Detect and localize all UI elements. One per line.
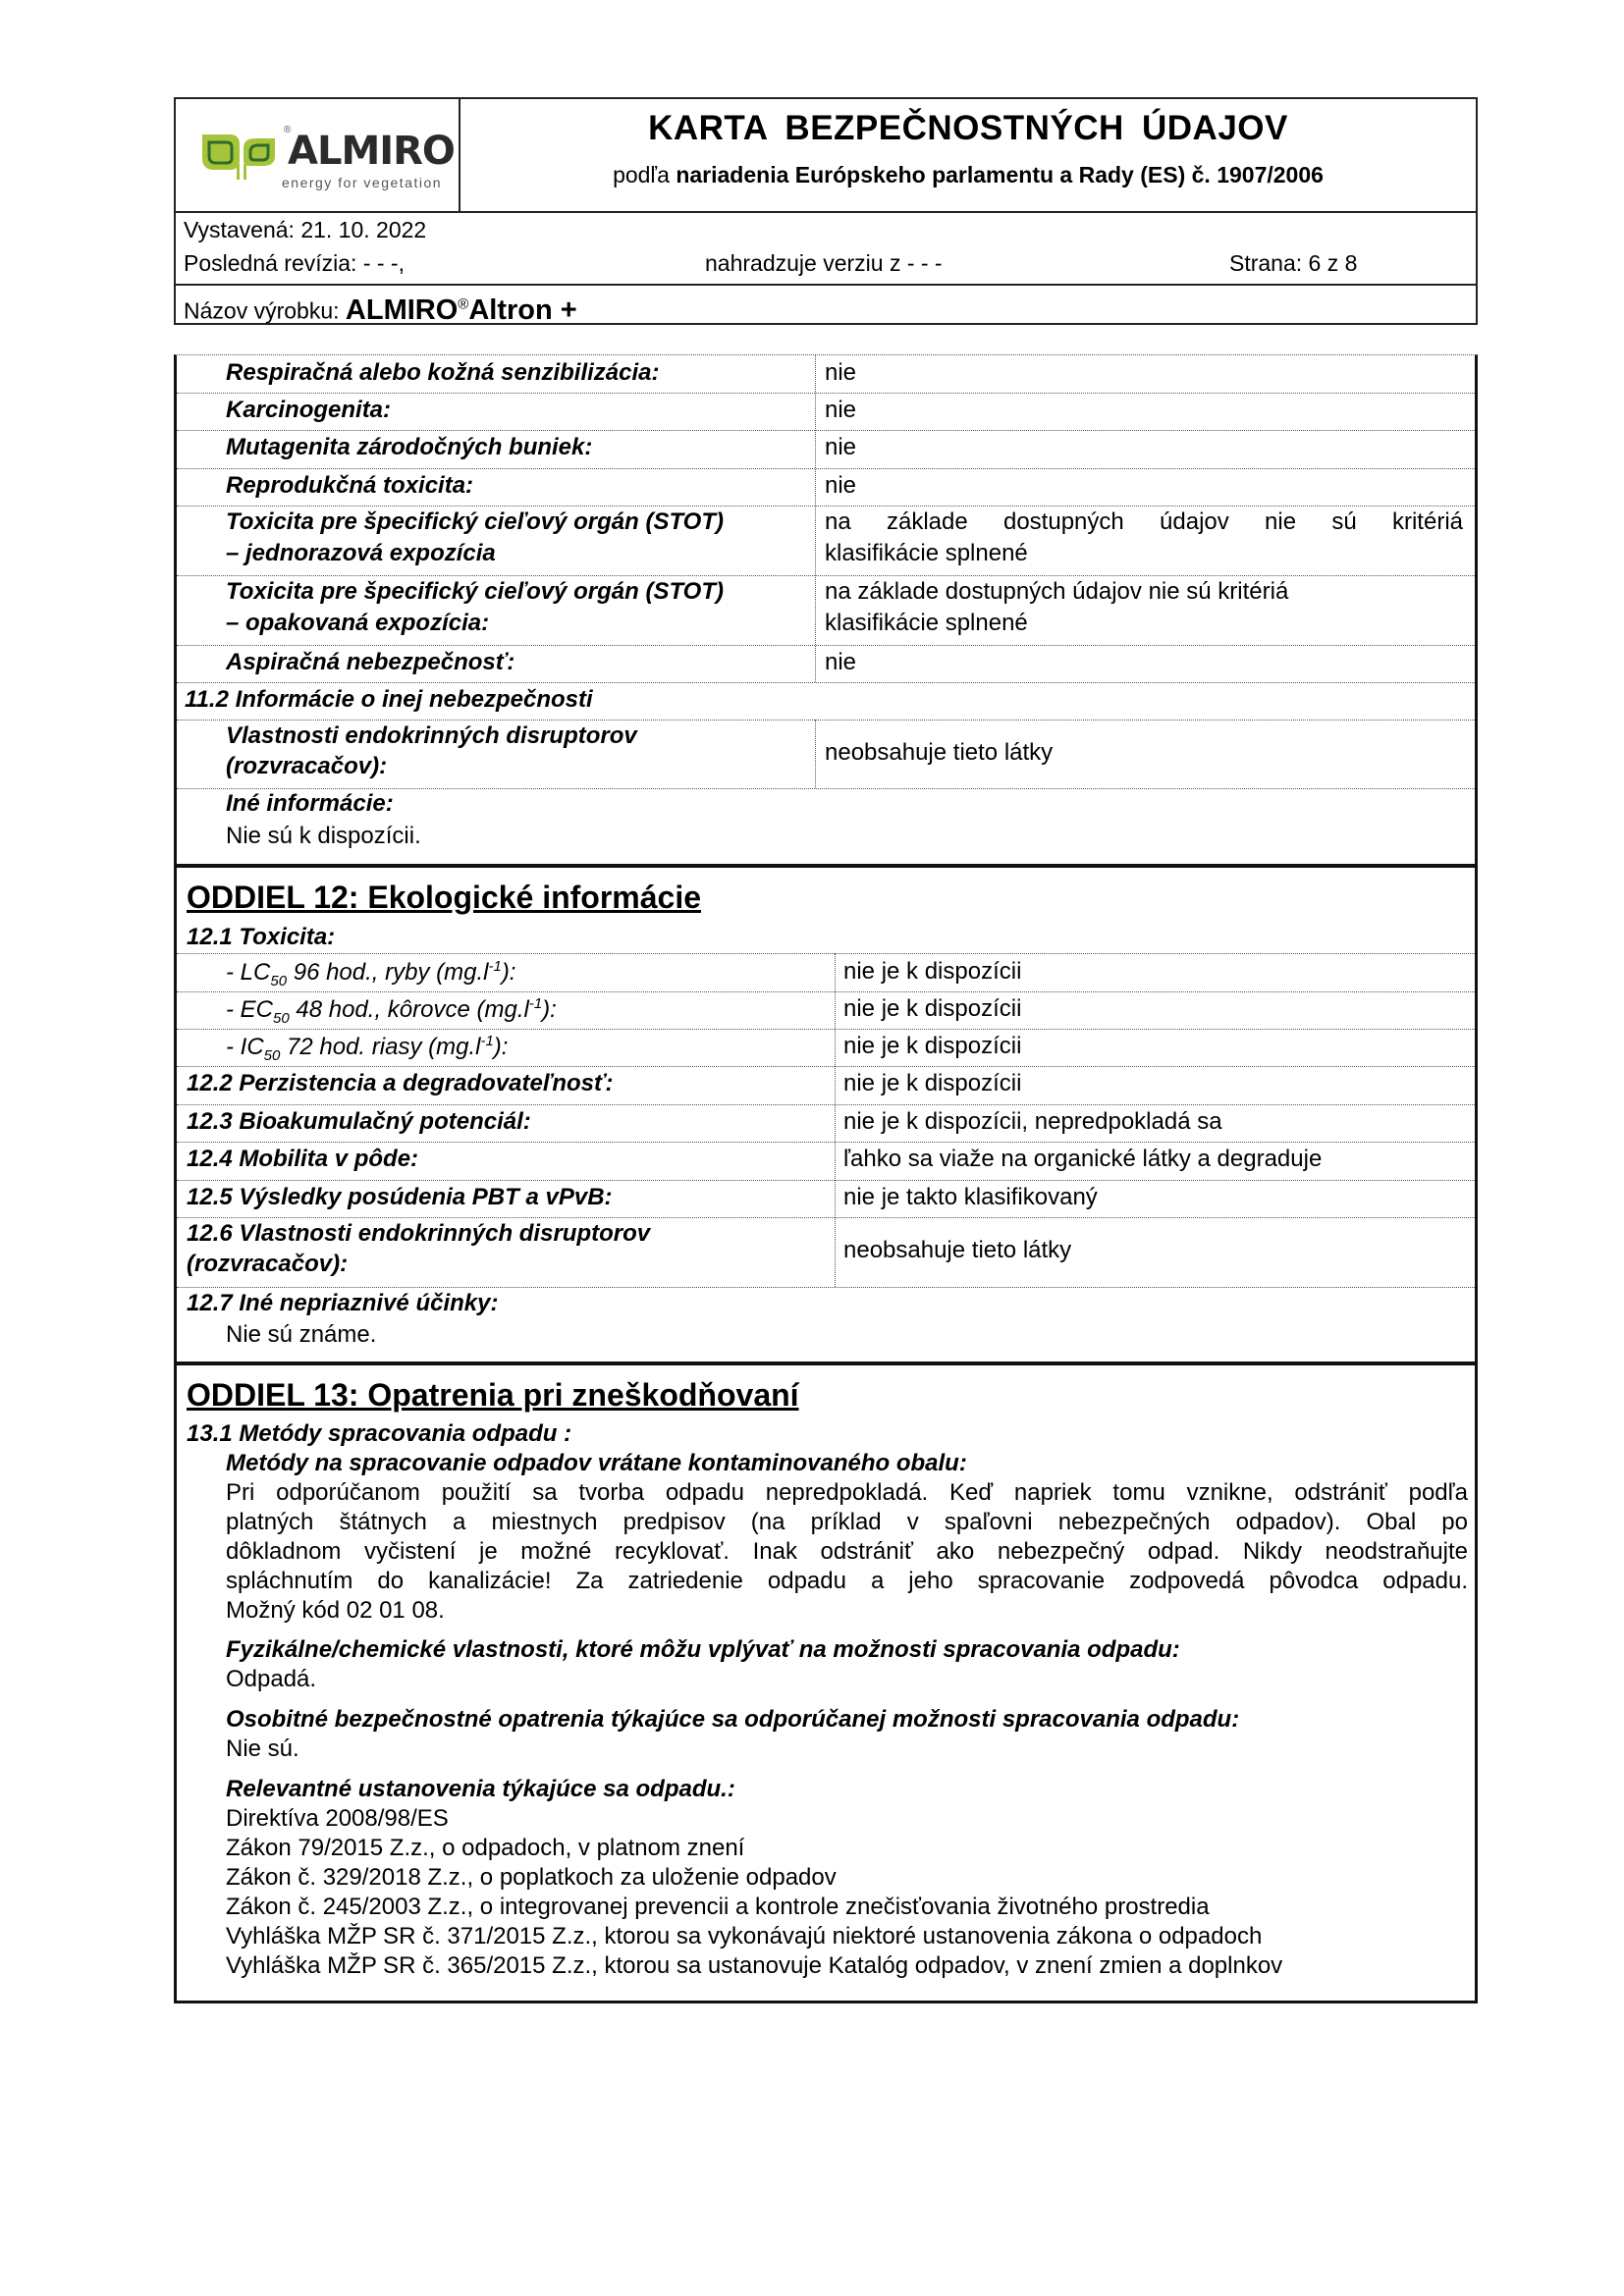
label-end: ): — [501, 959, 516, 986]
row-label-cont: – opakovaná expozícia: — [226, 610, 490, 636]
row-value: nie je k dispozícii, nepredpokladá sa — [843, 1108, 1222, 1135]
table-row — [177, 355, 1475, 394]
product-label: Názov výrobku: — [184, 297, 346, 324]
label-rest: 72 hod. riasy (mg.l — [280, 1034, 481, 1060]
row-value: na základe dostupných údajov nie sú kritériá — [825, 578, 1289, 605]
methods-line: Možný kód 02 01 08. — [226, 1597, 445, 1624]
relevant-provisions-label: Relevantné ustanovenia týkajúce sa odpadu.: — [226, 1776, 735, 1802]
product-name-row — [176, 286, 1476, 326]
document-header — [174, 97, 1478, 325]
table-row — [177, 1180, 1475, 1218]
row-label: Aspiračná nebezpečnosť: — [226, 649, 515, 675]
label-sub: 50 — [270, 972, 288, 989]
methods-line: spláchnutím do kanalizácie! Za zatriedenie odpadu a jeho spracovanie zodpovedá pôvodca odpadu. — [226, 1568, 1468, 1594]
row-label: Toxicita pre špecifický cieľový orgán (STOT) — [226, 578, 724, 605]
special-precautions-value: Nie sú. — [226, 1735, 299, 1762]
table-row — [177, 1104, 1475, 1143]
row-label: Toxicita pre špecifický cieľový orgán (STOT) — [226, 508, 724, 535]
other-info-label: Iné informácie: — [226, 790, 394, 817]
table-row — [177, 393, 1475, 431]
row-label: 12.4 Mobilita v pôde: — [187, 1146, 419, 1172]
label-prefix: - — [226, 1034, 241, 1060]
section-12-heading: ODDIEL 12: Ekologické informácie — [187, 880, 702, 915]
table-row — [177, 1066, 1475, 1105]
row-label: 12.2 Perzistencia a degradovateľnosť: — [187, 1070, 614, 1096]
row-label: Reprodukčná toxicita: — [226, 472, 474, 499]
table-row — [177, 991, 1475, 1030]
table-row — [177, 953, 1475, 992]
table-row — [177, 1217, 1475, 1288]
table-row — [177, 1142, 1475, 1181]
row-label — [226, 1033, 508, 1064]
relevant-provision: Zákon č. 245/2003 Z.z., o integrovanej prevencii a kontrole znečisťovania životného prostredia — [226, 1894, 1210, 1920]
label-abbr: EC — [240, 996, 274, 1023]
section-13-heading: ODDIEL 13: Opatrenia pri zneškodňovaní — [187, 1377, 799, 1413]
subsection-12-7-value: Nie sú známe. — [226, 1321, 377, 1348]
document-meta — [176, 213, 1476, 286]
subsection-12-7: 12.7 Iné nepriaznivé účinky: — [187, 1290, 499, 1316]
table-row — [177, 645, 1475, 683]
table-row — [177, 575, 1475, 646]
row-value: nie je k dispozícii — [843, 1033, 1022, 1059]
relevant-provision: Vyhláška MŽP SR č. 365/2015 Z.z., ktorou sa ustanovuje Katalóg odpadov, v znení zmien a doplnkov — [226, 1952, 1283, 1979]
row-label: Vlastnosti endokrinných disruptorov — [226, 722, 637, 749]
label-end: ): — [493, 1034, 509, 1060]
row-value: nie — [825, 397, 857, 423]
other-info-value: Nie sú k dispozícii. — [226, 823, 421, 849]
section-divider — [177, 1362, 1475, 1365]
document-body — [174, 354, 1478, 2003]
row-value: neobsahuje tieto látky — [843, 1237, 1072, 1263]
row-value: nie je k dispozícii — [843, 958, 1022, 985]
row-label — [226, 995, 557, 1027]
product-registered-mark: ® — [458, 295, 469, 312]
row-value-cont: klasifikácie splnené — [825, 540, 1028, 566]
relevant-provision: Zákon č. 329/2018 Z.z., o poplatkoch za uloženie odpadov — [226, 1864, 837, 1891]
label-sup: -1 — [488, 958, 502, 975]
row-label: 12.3 Bioakumulačný potenciál: — [187, 1108, 531, 1135]
logo-wordmark: ALMIRO — [288, 129, 455, 174]
relevant-provision: Vyhláška MŽP SR č. 371/2015 Z.z., ktorou sa vykonávajú niektoré ustanovenia zákona o odpadoch — [226, 1923, 1263, 1949]
row-label-cont: (rozvracačov): — [187, 1251, 349, 1277]
product-name-brand: ALMIRO — [345, 294, 459, 326]
last-revision: Posledná revízia: - - -, — [184, 250, 405, 276]
logo-tagline: energy for vegetation — [282, 175, 443, 190]
relevant-provision: Zákon 79/2015 Z.z., o odpadoch, v platnom znení — [226, 1835, 745, 1861]
row-label-cont: – jednorazová expozícia — [226, 540, 496, 566]
issued-date: Vystavená: 21. 10. 2022 — [184, 217, 427, 242]
relevant-provision: Direktíva 2008/98/ES — [226, 1805, 449, 1832]
column-divider — [815, 355, 816, 682]
document-title: KARTA BEZPEČNOSTNÝCH ÚDAJOV — [648, 109, 1288, 147]
leaf-logo-icon — [200, 127, 279, 182]
row-value: nie — [825, 359, 857, 386]
special-precautions-label: Osobitné bezpečnostné opatrenia týkajúce sa odporúčanej možnosti spracovania odpadu: — [226, 1706, 1240, 1733]
row-value: ľahko sa viaže na organické látky a degraduje — [843, 1146, 1323, 1172]
row-value: nie — [825, 434, 857, 460]
subsection-12-1: 12.1 Toxicita: — [187, 924, 336, 950]
row-value-cont: klasifikácie splnené — [825, 610, 1028, 636]
row-label: Karcinogenita: — [226, 397, 392, 423]
label-sup: -1 — [528, 995, 543, 1012]
subtitle-prefix: podľa — [613, 162, 677, 187]
table-row — [177, 430, 1475, 469]
document-subtitle — [460, 162, 1476, 188]
label-prefix: - — [226, 996, 241, 1023]
row-label: 12.5 Výsledky posúdenia PBT a vPvB: — [187, 1184, 613, 1210]
row-value: nie je k dispozícii — [843, 995, 1022, 1022]
row-value: nie — [825, 472, 857, 499]
row-label-cont: (rozvracačov): — [226, 753, 388, 779]
table-row — [177, 720, 1475, 789]
product-name-model: Altron + — [468, 294, 577, 326]
methods-line: Pri odporúčanom použití sa tvorba odpadu nepredpokladá. Keď napriek tomu vznikne, odstrániť podľa — [226, 1479, 1468, 1506]
label-abbr: IC — [240, 1034, 264, 1060]
row-label: Mutagenita zárodočných buniek: — [226, 434, 593, 460]
row-value: nie — [825, 649, 857, 675]
label-sup: -1 — [480, 1033, 494, 1049]
physchem-label: Fyzikálne/chemické vlastnosti, ktoré môžu vplývať na možnosti spracovania odpadu: — [226, 1636, 1180, 1663]
section-divider — [177, 864, 1475, 868]
table-row — [177, 468, 1475, 507]
page-number: Strana: 6 z 8 — [1229, 250, 1358, 276]
subsection-title: 11.2 Informácie o inej nebezpečnosti — [185, 686, 593, 713]
label-rest: 96 hod., ryby (mg.l — [287, 959, 489, 986]
table-row — [177, 506, 1475, 576]
methods-line: dôkladnom vyčistení je možné recyklovať. Inak odstrániť ako nebezpečný odpad. Nikdy neodstraňujte — [226, 1538, 1468, 1565]
row-label: Respiračná alebo kožná senzibilizácia: — [226, 359, 660, 386]
row-label: 12.6 Vlastnosti endokrinných disruptorov — [187, 1220, 651, 1247]
row-value: nie je k dispozícii — [843, 1070, 1022, 1096]
label-prefix: - — [226, 959, 241, 986]
methods-label: Metódy na spracovanie odpadov vrátane kontaminovaného obalu: — [226, 1450, 967, 1476]
company-logo — [176, 99, 460, 211]
label-sub: 50 — [263, 1046, 281, 1064]
column-divider — [815, 720, 816, 788]
physchem-value: Odpadá. — [226, 1666, 317, 1692]
table-row — [177, 1029, 1475, 1067]
label-rest: 48 hod., kôrovce (mg.l — [289, 996, 529, 1023]
row-value: neobsahuje tieto látky — [825, 739, 1054, 766]
subsection-11-2 — [177, 682, 1475, 721]
row-value: nie je takto klasifikovaný — [843, 1184, 1098, 1210]
label-end: ): — [542, 996, 557, 1023]
logo-registered-mark: ® — [284, 125, 292, 135]
methods-line: platných štátnych a miestnych predpisov (na príklad v spaľovni nebezpečných odpadov). Obal po — [226, 1509, 1468, 1535]
label-abbr: LC — [240, 959, 271, 986]
subsection-13-1: 13.1 Metódy spracovania odpadu : — [187, 1420, 572, 1447]
subtitle-regulation: nariadenia Európskeho parlamentu a Rady (ES) č. 1907/2006 — [676, 162, 1324, 187]
row-value: na základe dostupných údajov nie sú kritériá — [825, 508, 1463, 535]
column-divider — [835, 953, 836, 1287]
replaces-version: nahradzuje verziu z - - - — [705, 250, 943, 276]
label-sub: 50 — [273, 1009, 290, 1027]
row-label — [226, 958, 515, 989]
